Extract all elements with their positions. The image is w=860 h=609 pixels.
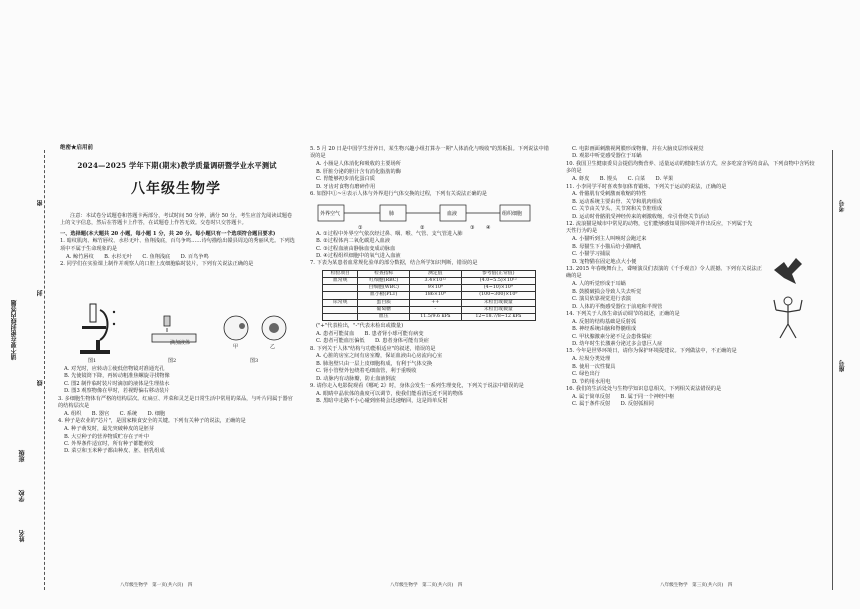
q5-option-d: D. 牙齿对食物有磨碎作用 [316, 183, 376, 190]
exam-title: 2024—2025 学年下期(期末)教学质量调研暨学业水平测试 [77, 161, 277, 170]
table-cell: 9×10⁹ [410, 285, 462, 292]
table-row [323, 306, 536, 313]
table-cell: 血压 [358, 314, 410, 321]
table-cell [323, 292, 358, 299]
q8-option-d: D. 动脉内有动脉瓣，防止血液倒流 [316, 375, 396, 382]
table-cell: 未检出或微量 [461, 299, 535, 306]
notice-text: 注意：本试卷分试题卷和答题卡两部分，考试时间 50 分钟，满分 50 分。考生应首先阅读试题卷上的文字信息，然后在答题卡上作答，在试题卷上作答无效。交卷时只交答题卡。 [60, 213, 293, 227]
q12-option-d: D. 宠物猫在固定地点大小便 [572, 258, 637, 265]
seat-number-label: 座号 [839, 360, 846, 372]
question-7: 7. 下表为某患者血常规化验单的部分数据，结合所学知识判断，错误的是 [310, 260, 478, 267]
q11-option-c: C. 关节由关节头、关节窝和关节腔组成 [572, 206, 663, 213]
class-label: 班级 [19, 450, 26, 462]
secret-label: 绝密★启用前 [60, 145, 94, 151]
q15-option-d: D. 节约用水用电 [572, 378, 611, 385]
table-header: 参考值(正常值) [461, 270, 535, 277]
diag-3: ③ [470, 224, 475, 231]
q5-option-c: C. 胃能够初步消化蛋白质 [316, 176, 375, 183]
column-2 [310, 146, 552, 406]
table-header: 测定值 [410, 270, 462, 277]
table-cell: 白细胞(WBC) [358, 285, 410, 292]
q11-option-a: A. 骨骼肌有受刺激而收缩的特性 [572, 191, 647, 198]
q9-option-c: C. 电影画面刺激视网膜形成物像，并在大脑皮层形成视觉 [572, 146, 704, 152]
table-cell: 186×10⁹ [410, 292, 462, 299]
right-border-line [832, 150, 833, 590]
question-11: 11. 小李同学平时喜欢参加体育锻炼，下列关于运动的说法，正确的是 [566, 183, 727, 190]
q15-option-b: B. 使用一次性餐具 [572, 363, 616, 370]
diag-cells: 组织细胞 [502, 210, 523, 217]
table-cell: 葡萄糖 [358, 306, 410, 313]
table-row [323, 285, 536, 292]
fig1-label: 图1 [88, 358, 97, 364]
q3-options: A. 组织 B. 器官 C. 系统 D. 细胞 [64, 410, 166, 417]
microscope-figures [70, 300, 290, 364]
q12-option-b: B. 母猫生下小猫后给小猫哺乳 [572, 243, 642, 250]
table-row [323, 314, 536, 321]
q4-option-d: D. 菜豆和玉米种子都由种皮、胚、胚乳组成 [64, 448, 165, 455]
seal-dashed-line [44, 150, 45, 590]
table-cell: (4.0~5.5)×10¹² [461, 278, 535, 285]
column-1 [58, 366, 296, 456]
q6-option-b: B. ②过程体内二氧化碳进入血液 [316, 238, 391, 245]
question-10: 10. 我国卫生健康委员会提倡均衡营养、适量运动的健康生活方式，应多吃富含钙的食品，下列食物中含钙较多的是 [566, 160, 815, 175]
q2-option-c: C. 图2 制作临时装片时滴加的液体是生理盐水 [64, 380, 170, 387]
drop-liquid-label: 滴加液体 [170, 340, 191, 346]
question-8: 8. 下列关于人体"结构与功能相适应"的叙述，错误的是 [310, 345, 436, 352]
question-4: 4. 种子是农业的"芯片"，是国家粮食安全的关键。下列有关种子的说法，正确的是 [58, 418, 246, 425]
q4-option-a: A. 种子萌发时，最先突破种皮的是胚芽 [64, 426, 155, 433]
q13-option-d: D. 人体的平衡感受器位于前庭和半规管 [572, 303, 663, 310]
q14-option-a: A. 反射的结构基础是反射弧 [572, 318, 637, 325]
q2-option-d: D. 图3 观察物像在甲时，若视野偏右移动装片 [64, 388, 170, 395]
q10-options: A. 虾皮 B. 馒头 C. 白菜 D. 苹果 [572, 176, 674, 183]
q13-option-b: B. 鼓膜破损会导致人失去听觉 [572, 288, 642, 295]
table-cell: 红细胞(RBC) [358, 278, 410, 285]
view-circles-icon [220, 314, 290, 344]
fig-yi-label: 乙 [270, 344, 276, 350]
question-2: 2. 同学们在实验课上制作并观察人的口腔上皮细胞临时装片，下列有关说法正确的是 [60, 260, 254, 267]
q8-option-c: C. 肾小管壁外包绕着毛细血管，利于重吸收 [316, 368, 417, 375]
q13-option-a: A. 人的听觉形成于耳蜗 [572, 281, 626, 288]
seal-word-3: 线 [37, 380, 44, 386]
table-cell: 血常规 [323, 278, 358, 285]
q14-option-d: D. 幼年时生长激素分泌过多会患巨人症 [572, 341, 663, 348]
section1-heading: 一、选择题(本大题共 20 小题，每小题 1 分，共 20 分。每小题只有一个选项符合题目要求) [60, 230, 276, 237]
table-row [323, 292, 536, 299]
question-15: 15. 今年是世界环境日，请你为保护环境提建议。下列做法中，不正确的是 [566, 348, 737, 355]
table-row [323, 278, 536, 285]
seal-word-2: 封 [37, 290, 44, 296]
q9-option-b: B. 黑暗中走路不小心碰到座椅会迅速缩回，这是简单反射 [316, 398, 448, 405]
table-cell [323, 285, 358, 292]
q16-options-cd: C. 属于条件反射 D. 反射弧相同 [572, 401, 654, 408]
q15-option-c: C. 绿色出行 [572, 371, 600, 378]
question-1: 1. 暗纹肌肉、鲸竹唇纹、水杉无叶、鱼翔浅底，百鸟争鸣……诗句描绘出赣县周边的秀丽风光。下列选项中不属于生命现象的是 [60, 238, 295, 252]
table-cell [323, 306, 358, 313]
subject-title: 八年级生物学 [131, 181, 221, 197]
school-label: 学校 [19, 490, 26, 502]
question-14: 14. 下列关于人体生命活动调节的叙述，正确的是 [566, 310, 680, 317]
name-label: 姓名 [19, 530, 26, 542]
gas-exchange-diagram [310, 199, 550, 231]
q5-option-b: B. 肝脏分泌的胆汁含有消化脂肪的酶 [316, 168, 401, 175]
question-9: 9. 请你走入电影院观看《哪吒 2》时，身体会发生一系列生理变化，下列关于说法中错误的是 [310, 383, 524, 390]
bird-skeleton-icon [770, 250, 806, 290]
q5-option-a: A. 小肠是人体消化和吸收的主要场所 [316, 161, 401, 168]
q6-option-c: C. ③过程血液由静脉血变成动脉血 [316, 245, 396, 252]
table-cell [323, 314, 358, 321]
table-cell: (4~10)×10⁹ [461, 285, 535, 292]
diag-air: 外界空气 [320, 210, 341, 217]
q7-options-cd: C. 患者可能血压偏低 D. 患者身体可能有炎症 [316, 338, 429, 345]
table-header-row [323, 270, 536, 277]
diag-2: ② [420, 224, 425, 231]
q2-option-b: B. 先使镜筒下降，再转动粗准焦螺旋寻找物像 [64, 373, 170, 380]
table-row [323, 299, 536, 306]
fig-jia-label: 甲 [233, 344, 239, 350]
footer-page-1: 八年级生物学 第一页(共六页) 四 [120, 583, 193, 588]
question-3: 3. 多细胞生物体有严格的结构层次。红扁豆、芹菜和灵芝是日常生活中常用的菜品，与叶片同属于器官的结构层次是 [58, 395, 293, 410]
table-header: 检验项目 [323, 270, 358, 277]
q7-options-ab: A. 患者可能贫血 B. 患者肾小球可能有病变 [316, 330, 424, 337]
table-cell: 12~18.7/8~12 kPa [461, 314, 535, 321]
q6-option-a: A. ①过程中外界空气依次经过鼻、咽、喉、气管、支气管进入肺 [316, 230, 463, 237]
notice-block [60, 213, 296, 269]
q6-option-d: D. ④过程组织细胞中的氧气进入血液 [316, 253, 401, 260]
table-cell: 3.4×10¹² [410, 278, 462, 285]
q11-option-b: B. 运动系统主要由骨、关节和肌肉组成 [572, 198, 663, 205]
q8-option-b: B. 肺泡壁只由一层上皮细胞构成，有利于气体交换 [316, 360, 433, 367]
table-cell: 血小板(PLT) [358, 292, 410, 299]
fig3-label: 图3 [250, 358, 259, 364]
table-cell: 尿常规 [323, 299, 358, 306]
question-1-options: A. 鲸竹唇纹 B. 水杉无叶 C. 鱼翔浅底 D. 百鸟争鸣 [66, 253, 209, 260]
blood-test-table [322, 270, 536, 321]
fig2-label: 图2 [168, 358, 177, 364]
table-cell: 未检出或微量 [461, 306, 535, 313]
diag-1: ① [358, 224, 363, 231]
diag-4: ④ [486, 224, 491, 231]
q4-option-b: B. 大豆种子的营养物质贮存在子叶中 [64, 433, 149, 440]
table-cell: 11.5/9.6 kPa [410, 314, 462, 321]
table-header: 检查指标 [358, 270, 410, 277]
q14-option-b: B. 神经系统由脑和脊髓组成 [572, 326, 637, 333]
table-cell: 蛋白质 [358, 299, 410, 306]
exam-number-label: 考号 [839, 200, 846, 212]
binding-margin [4, 150, 28, 590]
q12-option-a: A. 小猫听到主人叫唤时会跑过来 [572, 236, 647, 243]
table-cell: (100~300)×10⁹ [461, 292, 535, 299]
human-skeleton-icon [770, 296, 806, 340]
question-12: 12. 流浪猫是城市中常见的动物，它们能够感知周围环境并作出反应，下列属于先天性行为的是 [566, 221, 753, 235]
diag-lung: 肺 [389, 210, 395, 217]
q16-options-ab: A. 属于简单反射 B. 属于同一个神经中枢 [572, 393, 675, 400]
q9-option-a: A. 眼睛中晶状体的曲度可以调节，使我们能看清远近不同的物体 [316, 390, 464, 397]
table-cell: ++ [410, 299, 462, 306]
question-5: 5. 5 月 20 日是中国学生营养日，某生物兴趣小组打算办一期"人体消化与吸收"的黑板报。下列说法中错误的是 [310, 146, 549, 160]
seal-note: 请不要在密封线内答题 [11, 300, 18, 360]
table-note: ("+"代表检出，"-"代表未检出或微量) [316, 323, 404, 330]
q12-option-c: C. 小猫学习捕鼠 [572, 251, 611, 258]
question-16: 16. 我们的生活处处与生物学知识息息相关，下列相关说法错误的是 [566, 386, 722, 392]
q11-option-d: D. 运动时骨骼肌受神经传来的刺激收缩，牵引骨绕关节活动 [572, 213, 709, 220]
q15-option-a: A. 垃圾分类处理 [572, 356, 611, 363]
q9-option-d: D. 观影中听觉感受器位于耳蜗 [572, 153, 642, 160]
question-13: 13. 2015 年春晚舞台上，聋哑演员们表演的《千手观音》令人震撼。下列有关说法正确的是 [566, 266, 762, 280]
seal-word-1: 密 [37, 200, 44, 206]
diag-blood: 血液 [447, 210, 458, 217]
table-cell: - [410, 306, 462, 313]
footer-page-2: 八年级生物学 第二页(共六页) 四 [390, 583, 463, 588]
q13-option-c: C. 演员依靠视觉进行表演 [572, 296, 631, 303]
microscope-icon [70, 300, 120, 358]
q8-option-a: A. 心脏的房室之间有房室瓣，保证血液由心房流向心室 [316, 353, 443, 360]
q14-option-c: C. 甲状腺激素分泌不足会患侏儒症 [572, 333, 652, 340]
question-6: 6. 如图中①~④表示人体与外界进行气体交换的过程，下列有关说法正确的是 [310, 190, 487, 197]
q4-option-c: C. 外界条件适宜时，所有种子都能萌发 [64, 441, 155, 448]
footer-page-3: 八年级生物学 第三页(共六页) 四 [660, 583, 733, 588]
q2-option-a: A. 对光时，应转动①使低倍物镜对准通光孔 [64, 366, 165, 372]
